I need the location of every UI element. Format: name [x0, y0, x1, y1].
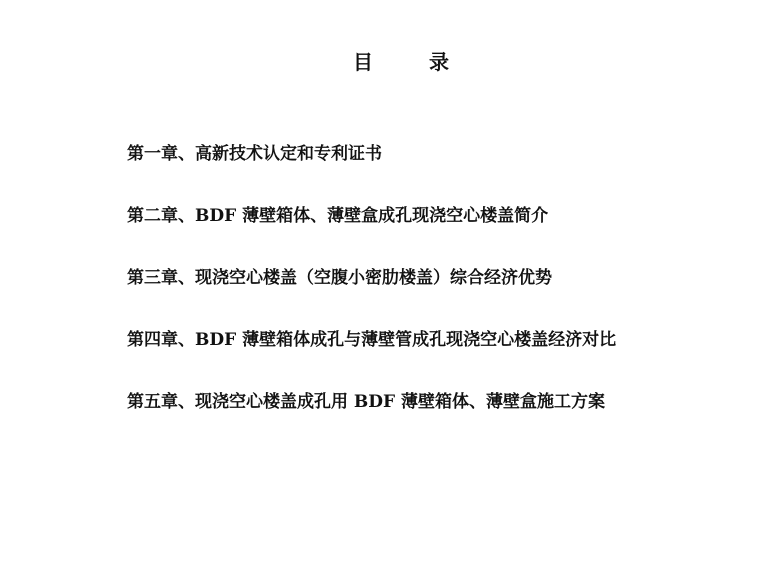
toc-item-chapter-3: 第三章、现浇空心楼盖（空腹小密肋楼盖）综合经济优势	[127, 268, 552, 288]
toc-item-chapter-4: 第四章、BDF 薄壁箱体成孔与薄壁管成孔现浇空心楼盖经济对比	[127, 330, 617, 350]
toc-item-chapter-2: 第二章、BDF 薄壁箱体、薄壁盒成孔现浇空心楼盖简介	[127, 206, 549, 226]
toc-title: 目 录	[353, 50, 467, 74]
table-of-contents	[127, 140, 616, 450]
toc-item-chapter-1: 第一章、高新技术认定和专利证书	[127, 144, 382, 164]
toc-item-chapter-5: 第五章、现浇空心楼盖成孔用 BDF 薄壁箱体、薄壁盒施工方案	[127, 392, 606, 412]
